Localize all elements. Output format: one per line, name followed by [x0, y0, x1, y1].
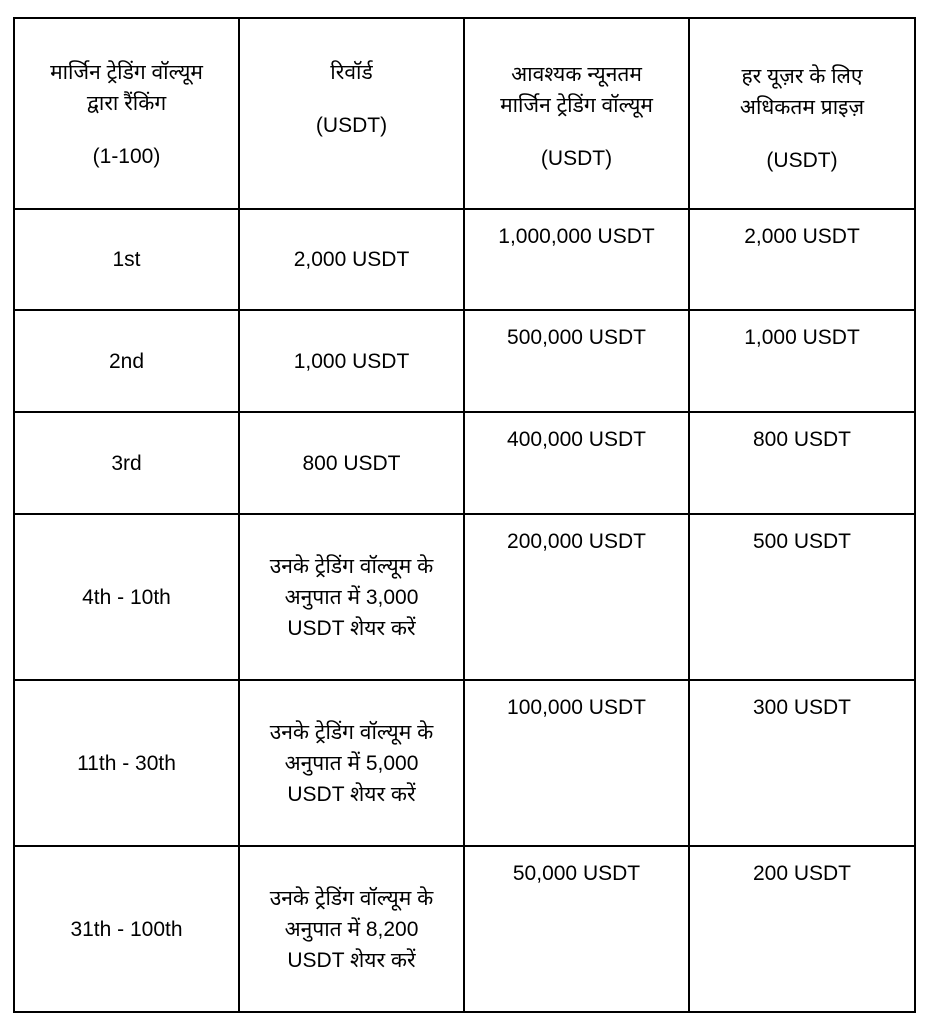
- min-volume-value: 100,000 USDT: [507, 696, 646, 719]
- rank-cell: 11th - 30th: [14, 680, 239, 846]
- min-volume-cell: [464, 310, 689, 412]
- reward-table: [13, 17, 916, 1013]
- rank-cell: 2nd: [14, 310, 239, 412]
- min-volume-value: 1,000,000 USDT: [498, 225, 655, 248]
- table-row: [14, 209, 915, 310]
- reward-line: USDT शेयर करें: [287, 616, 416, 640]
- max-prize-value: 2,000 USDT: [744, 225, 860, 248]
- min-volume-value: 200,000 USDT: [507, 530, 646, 553]
- max-prize-value: 1,000 USDT: [744, 326, 860, 349]
- reward-line: अनुपात में 3,000: [284, 585, 419, 609]
- reward-line: USDT शेयर करें: [287, 948, 416, 972]
- max-prize-cell: [689, 310, 915, 412]
- header-max-prize-line1: हर यूज़र के लिए: [741, 65, 863, 88]
- reward-cell: 2,000 USDT: [239, 209, 464, 310]
- min-volume-value: 400,000 USDT: [507, 428, 646, 451]
- max-prize-cell: [689, 846, 915, 1012]
- rank-cell: 31th - 100th: [14, 846, 239, 1012]
- table-row: [14, 514, 915, 680]
- min-volume-cell: [464, 209, 689, 310]
- max-prize-cell: [689, 209, 915, 310]
- max-prize-cell: [689, 514, 915, 680]
- max-prize-cell: [689, 680, 915, 846]
- reward-cell: 800 USDT: [239, 412, 464, 514]
- reward-cell: 1,000 USDT: [239, 310, 464, 412]
- min-volume-value: 50,000 USDT: [512, 862, 641, 885]
- rank-cell: 4th - 10th: [14, 514, 239, 680]
- reward-cell: [239, 514, 464, 680]
- max-prize-cell: [689, 412, 915, 514]
- header-min-volume-line2: मार्जिन ट्रेडिंग वॉल्यूम: [500, 94, 653, 117]
- reward-cell: [239, 846, 464, 1012]
- header-ranking-line1: मार्जिन ट्रेडिंग वॉल्यूम: [50, 61, 203, 84]
- header-reward-unit: (USDT): [315, 114, 388, 137]
- rank-cell: 1st: [14, 209, 239, 310]
- header-min-volume-line1: आवश्यक न्यूनतम: [511, 63, 642, 86]
- table-header-row: [14, 18, 915, 209]
- max-prize-value: 200 USDT: [752, 862, 852, 885]
- header-max-prize-line2: अधिकतम प्राइज़: [739, 96, 865, 119]
- min-volume-cell: [464, 846, 689, 1012]
- reward-cell: [239, 680, 464, 846]
- header-max-prize-unit: (USDT): [766, 149, 838, 172]
- reward-line: अनुपात में 5,000: [284, 751, 419, 775]
- table-row: [14, 846, 915, 1012]
- header-reward-line1: रिवॉर्ड: [330, 61, 373, 84]
- table-row: [14, 412, 915, 514]
- table-row: [14, 310, 915, 412]
- header-ranking: [14, 18, 239, 209]
- reward-line: अनुपात में 8,200: [284, 917, 419, 941]
- min-volume-cell: [464, 514, 689, 680]
- header-reward: [239, 18, 464, 209]
- max-prize-value: 500 USDT: [752, 530, 852, 553]
- min-volume-cell: [464, 680, 689, 846]
- header-ranking-range: (1-100): [92, 145, 161, 168]
- min-volume-cell: [464, 412, 689, 514]
- table-row: [14, 680, 915, 846]
- min-volume-value: 500,000 USDT: [507, 326, 646, 349]
- reward-line: उनके ट्रेडिंग वॉल्यूम के: [269, 554, 434, 578]
- reward-line: उनके ट्रेडिंग वॉल्यूम के: [269, 886, 434, 910]
- header-ranking-line2: द्वारा रैंकिंग: [86, 92, 167, 115]
- header-min-volume: [464, 18, 689, 209]
- max-prize-value: 300 USDT: [752, 696, 852, 719]
- max-prize-value: 800 USDT: [752, 428, 852, 451]
- rank-cell: 3rd: [14, 412, 239, 514]
- reward-line: उनके ट्रेडिंग वॉल्यूम के: [269, 720, 434, 744]
- header-max-prize: [689, 18, 915, 209]
- reward-line: USDT शेयर करें: [287, 782, 416, 806]
- header-min-volume-unit: (USDT): [540, 147, 613, 170]
